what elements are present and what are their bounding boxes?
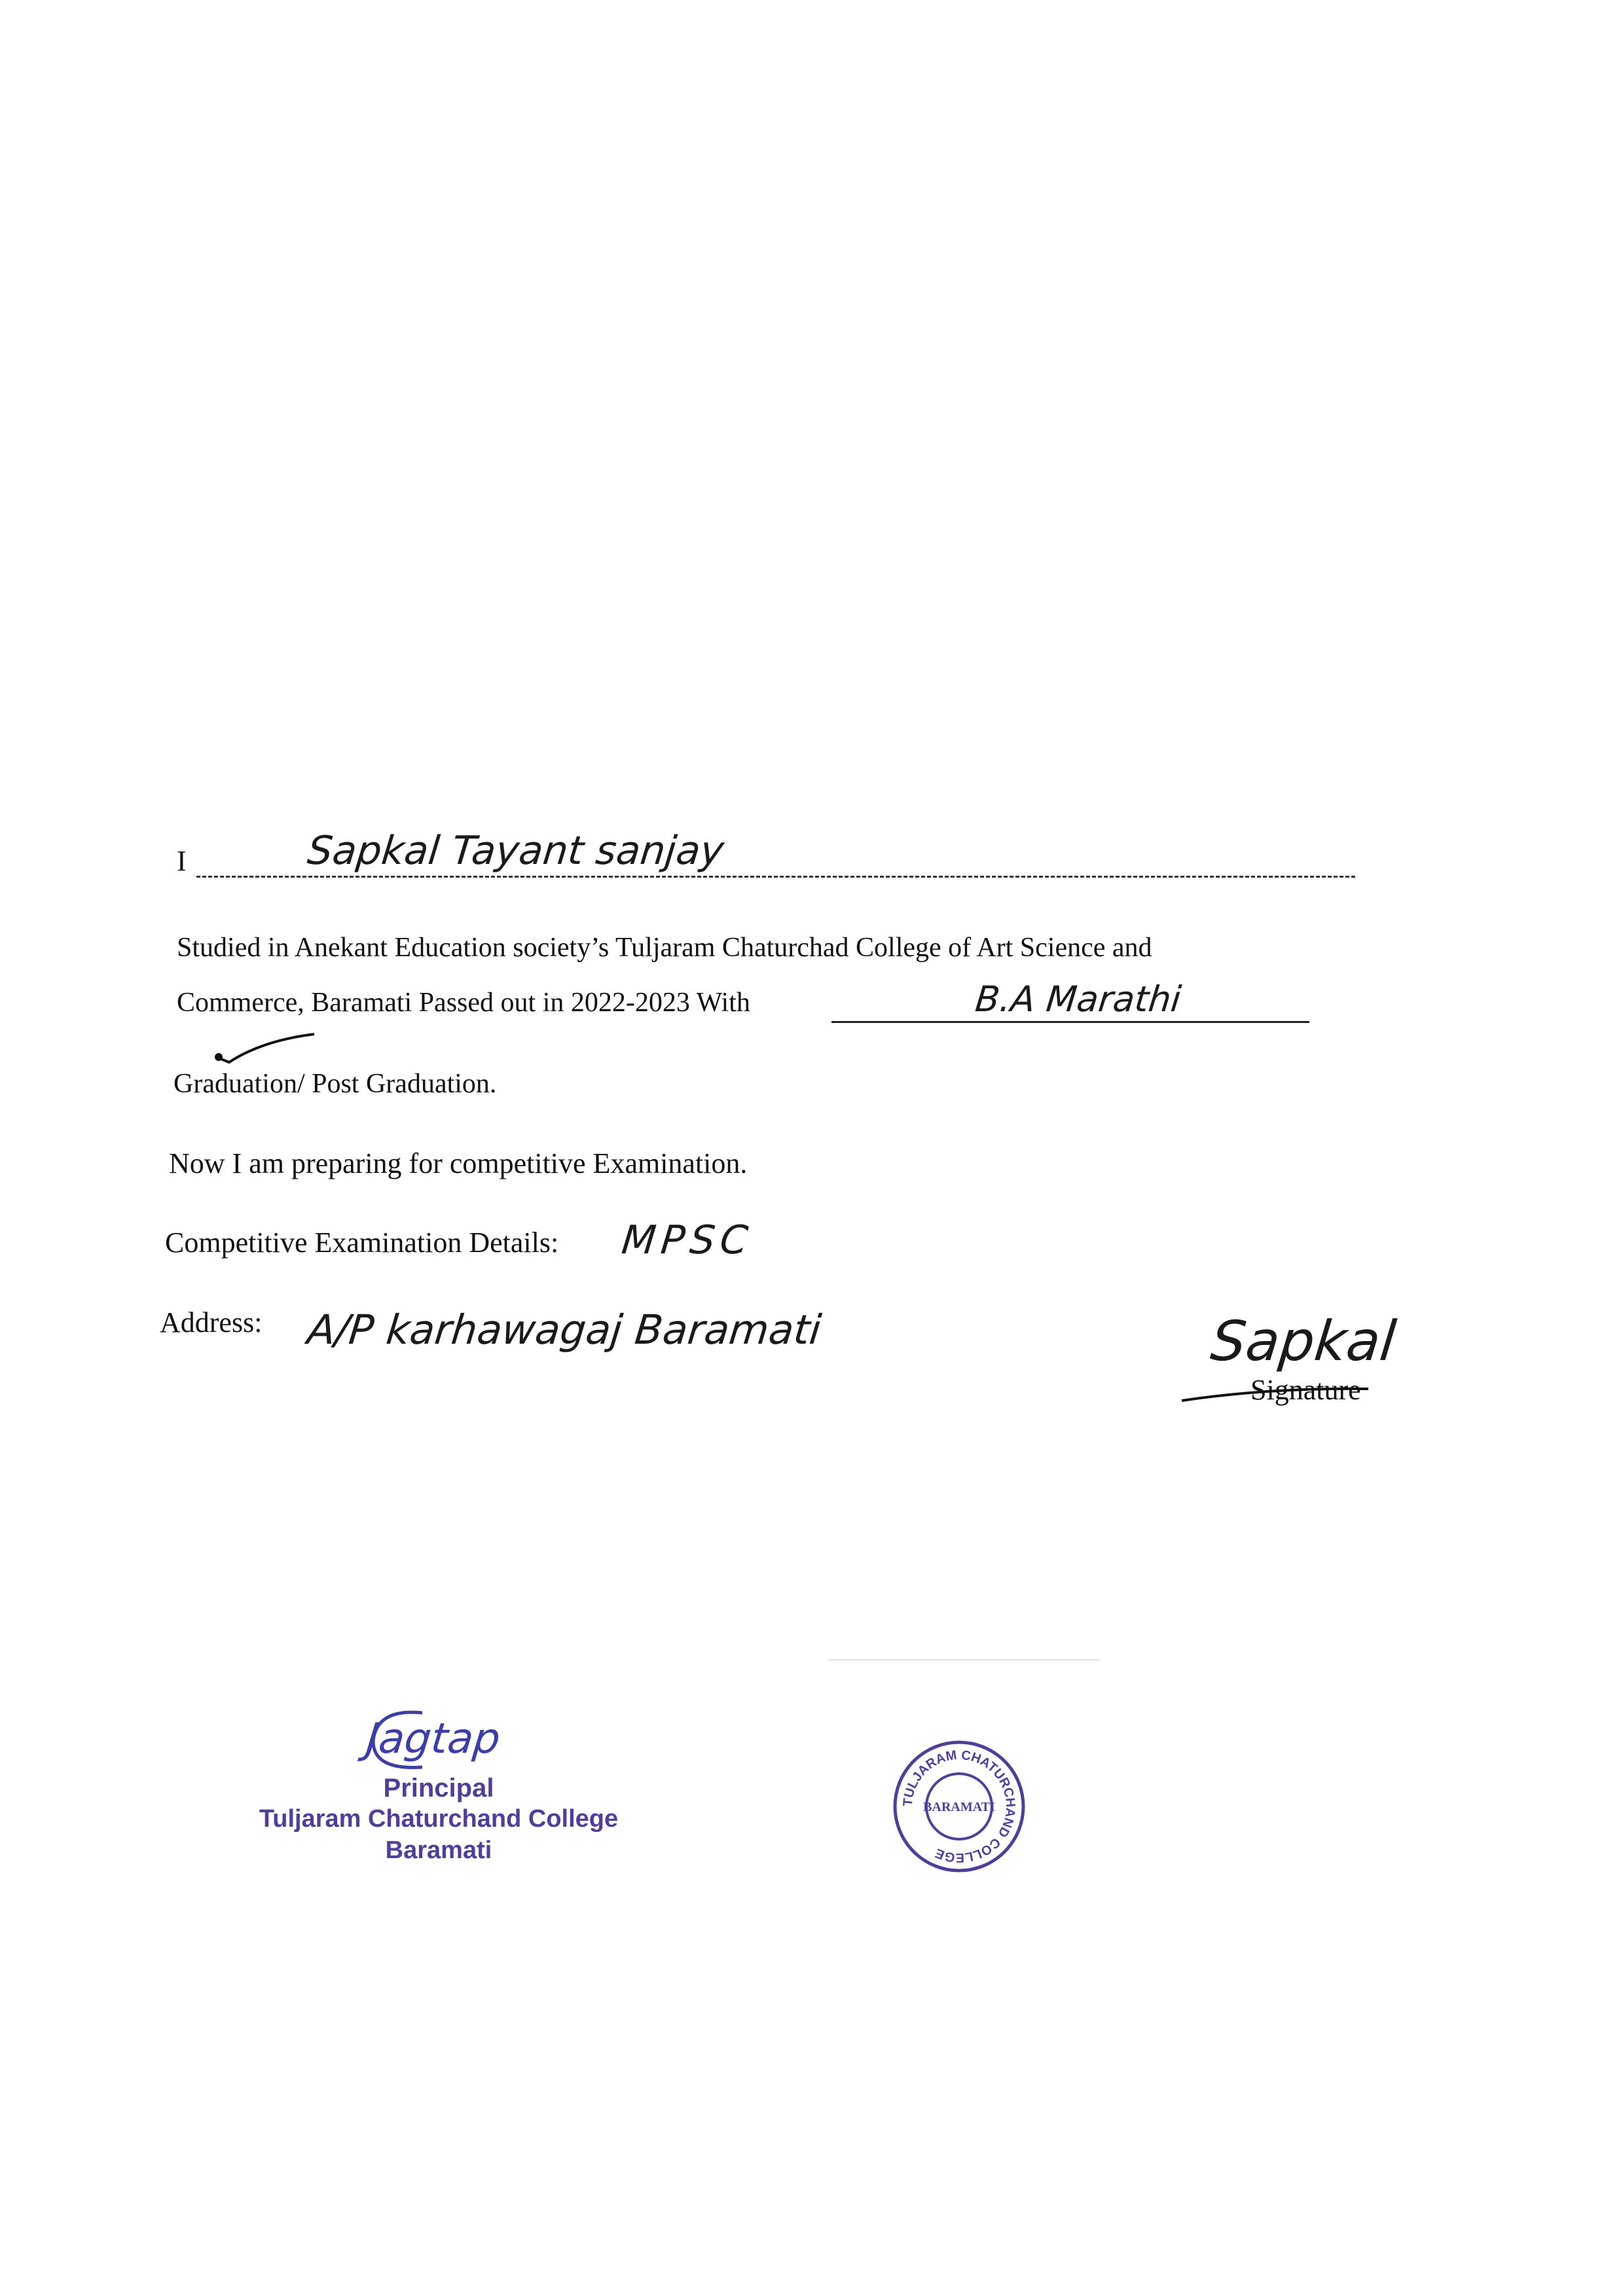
principal-college: Tuljaram Chaturchand College <box>259 1805 619 1833</box>
principal-city: Baramati <box>385 1837 492 1864</box>
principal-signature-loop-icon <box>363 1705 442 1777</box>
tick-mark-icon <box>210 1031 321 1070</box>
exam-details-label: Competitive Examination Details: <box>165 1227 559 1259</box>
declaration-line-3: Graduation/ Post Graduation. <box>173 1069 497 1099</box>
principal-signature-handwritten: Jagtap <box>364 1715 503 1763</box>
student-name-handwritten: Sapkal Tayant sanjay <box>305 828 726 874</box>
seal-center-text: BARAMATI <box>923 1800 995 1814</box>
exam-handwritten: MPSC <box>619 1217 756 1263</box>
declaration-line-1: Studied in Anekant Education society’s Tuljaram Chaturchad College of Art Science and <box>177 933 1152 963</box>
divider-line <box>828 1659 1100 1660</box>
declaration-line-2: Commerce, Baramati Passed out in 2022-2023 With <box>177 988 750 1018</box>
college-seal <box>890 1738 1028 1875</box>
degree-underline <box>831 1021 1309 1023</box>
name-dashed-line <box>196 876 1355 878</box>
seal-ring-textpath: TULJARAM CHATURCHAND COLLEGE <box>900 1748 1018 1865</box>
signature-label: Signature <box>1250 1374 1361 1406</box>
address-handwritten: A/P karhawagaj Baramati <box>305 1306 824 1354</box>
degree-handwritten: B.A Marathi <box>973 978 1184 1020</box>
declaration-line-4: Now I am preparing for competitive Examination. <box>169 1147 748 1179</box>
principal-title: Principal <box>383 1774 494 1803</box>
declaration-prefix: I <box>177 845 187 877</box>
address-label: Address: <box>160 1306 263 1338</box>
student-signature-handwritten: Sapkal <box>1207 1309 1399 1373</box>
